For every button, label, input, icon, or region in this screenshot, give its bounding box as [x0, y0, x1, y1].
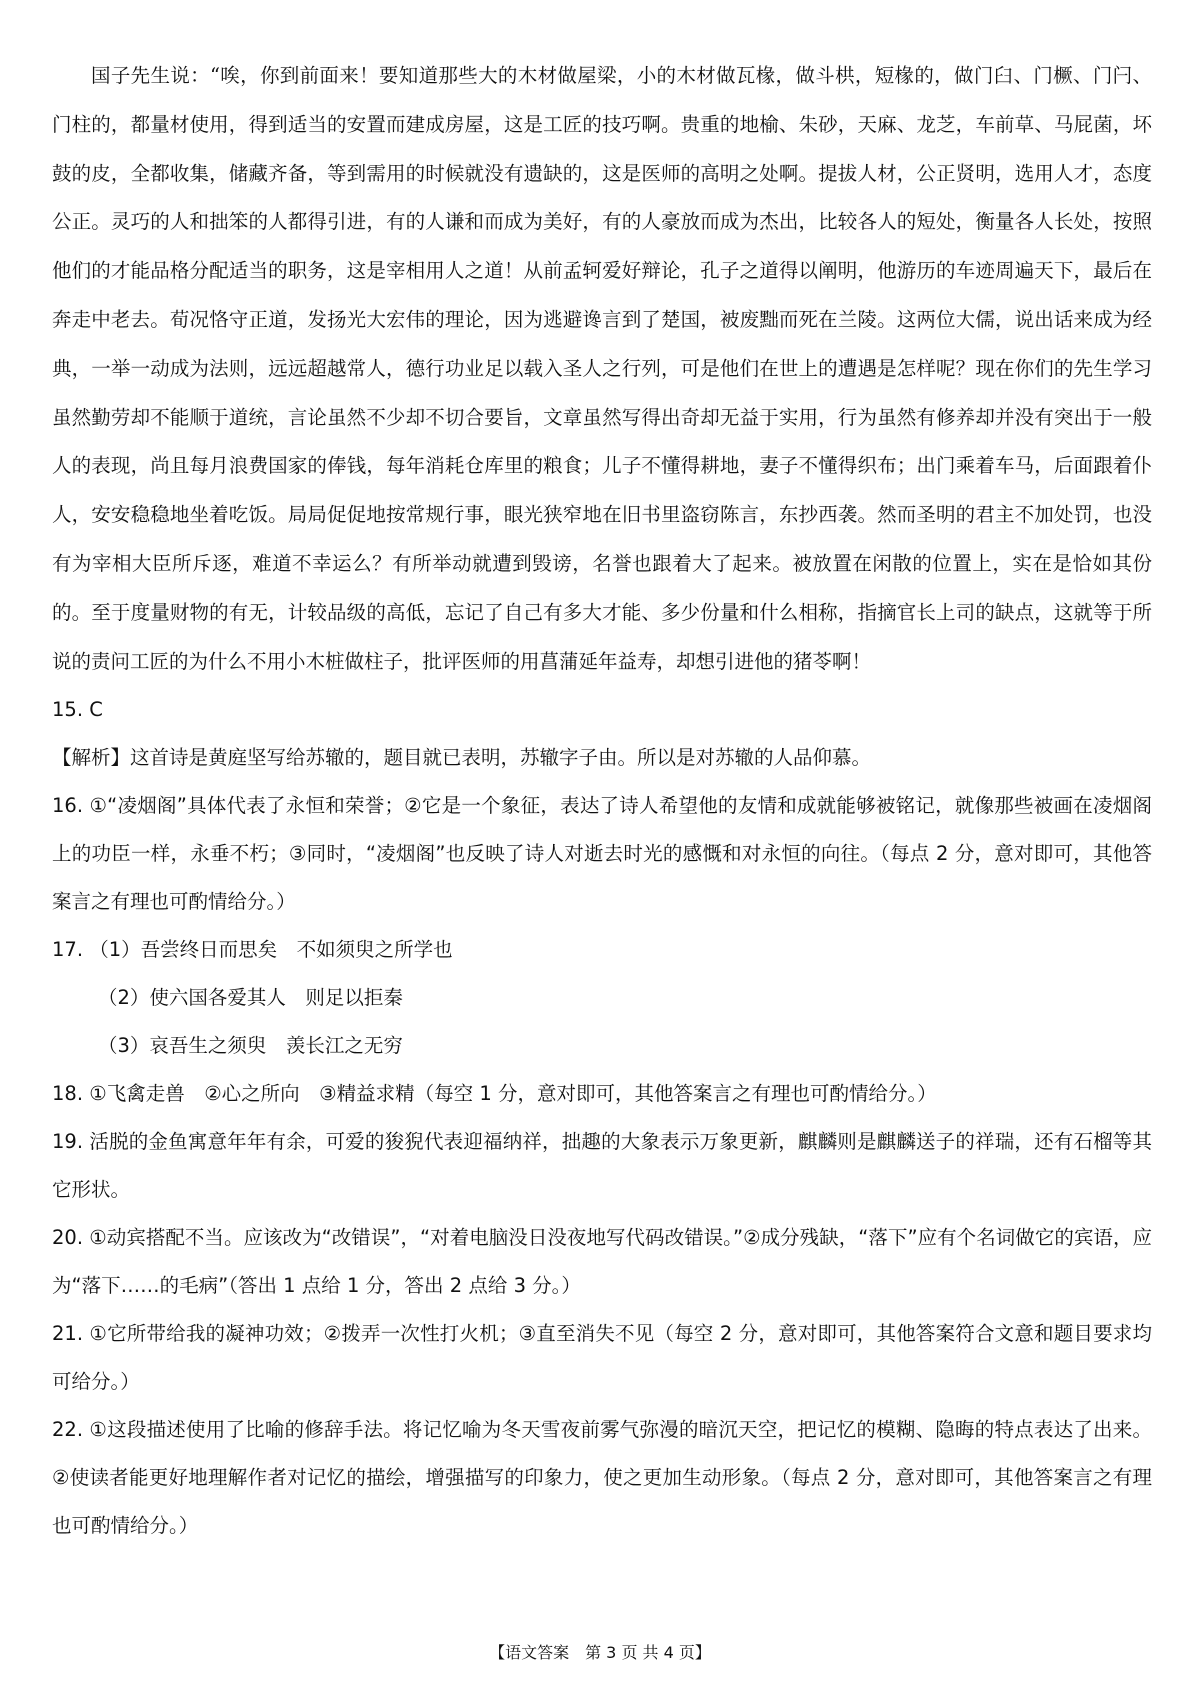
page-footer: 【语文答案 第 3 页 共 4 页】	[489, 1643, 711, 1662]
q18-answer: 18. ①飞禽走兽 ②心之所向 ③精益求精（每空 1 分，意对即可，其他答案言之有理也可酌情给分。）	[52, 1082, 937, 1106]
q15-answer: 15. C	[52, 698, 103, 722]
q22-answer: 22. ①这段描述使用了比喻的修辞手法。将记忆喻为冬天雪夜前雾气弥漫的暗沉天空，把记忆的模糊、隐晦的特点表达了出来。②使读者能更好地理解作者对记忆的描绘，增强描写的印象力，使之更加生动形象。（每点 2 分，意对即可，其他答案言之有理也可酌情给分。）	[52, 1418, 1152, 1538]
q17-line-2: （2）使六国各爱其人 则足以拒秦	[98, 986, 403, 1010]
q19-answer: 19. 活脱的金鱼寓意年年有余，可爱的狻猊代表迎福纳祥，拙趣的大象表示万象更新，麒麟则是麒麟送子的祥瑞，还有石榴等其它形状。	[52, 1130, 1152, 1202]
q17-line-1: 17. （1）吾尝终日而思矣 不如须臾之所学也	[52, 938, 453, 962]
translation-paragraph: 国子先生说：“唉，你到前面来！要知道那些大的木材做屋梁，小的木材做瓦椽，做斗栱，短椽的，做门臼、门橛、门闩、门柱的，都量材使用，得到适当的安置而建成房屋，这是工匠的技巧啊。贵重的地榆、朱砂，天麻、龙芝，车前草、马屁菌，坏鼓的皮，全都收集，储藏齐备，等到需用的时候就没有遗缺的，这是医师的高明之处啊。提拔人材，公正贤明，选用人才，态度公正。灵巧的人和拙笨的人都得引进，有的人谦和而成为美好，有的人豪放而成为杰出，比较各人的短处，衡量各人长处，按照他们的才能品格分配适当的职务，这是宰相用人之道！从前孟轲爱好辩论，孔子之道得以阐明，他游历的车迹周遍天下，最后在奔走中老去。荀况恪守正道，发扬光大宏伟的理论，因为逃避谗言到了楚国，被废黜而死在兰陵。这两位大儒，说出话来成为经典，一举一动成为法则，远远超越常人，德行功业足以载入圣人之行列，可是他们在世上的遭遇是怎样呢？现在你们的先生学习虽然勤劳却不能顺于道统，言论虽然不少却不切合要旨，文章虽然写得出奇却无益于实用，行为虽然有修养却并没有突出于一般人的表现，尚且每月浪费国家的俸钱，每年消耗仓库里的粮食；儿子不懂得耕地，妻子不懂得织布；出门乘着车马，后面跟着仆人，安安稳稳地坐着吃饭。局局促促地按常规行事，眼光狭窄地在旧书里盗窃陈言，东抄西袭。然而圣明的君主不加处罚，也没有为宰相大臣所斥逐，难道不幸运么？有所举动就遭到毁谤，名誉也跟着大了起来。被放置在闲散的位置上，实在是恰如其份的。至于度量财物的有无，计较品级的高低，忘记了自己有多大才能、多少份量和什么相称，指摘官长上司的缺点，这就等于所说的责问工匠的为什么不用小木桩做柱子，批评医师的用菖蒲延年益寿，却想引进他的猪苓啊！	[52, 64, 1152, 673]
q15-analysis: 【解析】这首诗是黄庭坚写给苏辙的，题目就已表明，苏辙字子由。所以是对苏辙的人品仰慕。	[52, 746, 872, 770]
answer-page	[52, 52, 1152, 1550]
q17-line-3: （3）哀吾生之须臾 羡长江之无穷	[98, 1034, 403, 1058]
q21-answer: 21. ①它所带给我的凝神功效；②拨弄一次性打火机；③直至消失不见（每空 2 分，意对即可，其他答案符合文意和题目要求均可给分。）	[52, 1322, 1152, 1394]
q20-answer: 20. ①动宾搭配不当。应该改为“改错误”，“对着电脑没日没夜地写代码改错误。”②成分残缺，“落下”应有个名词做它的宾语，应为“落下……的毛病”（答出 1 点给 1 分，答出 2 点给 3 分。）	[52, 1226, 1152, 1298]
q16-answer: 16. ①“凌烟阁”具体代表了永恒和荣誉；②它是一个象征，表达了诗人希望他的友情和成就能够被铭记，就像那些被画在凌烟阁上的功臣一样，永垂不朽；③同时，“凌烟阁”也反映了诗人对逝去时光的感慨和对永恒的向往。（每点 2 分，意对即可，其他答案言之有理也可酌情给分。）	[52, 794, 1152, 914]
